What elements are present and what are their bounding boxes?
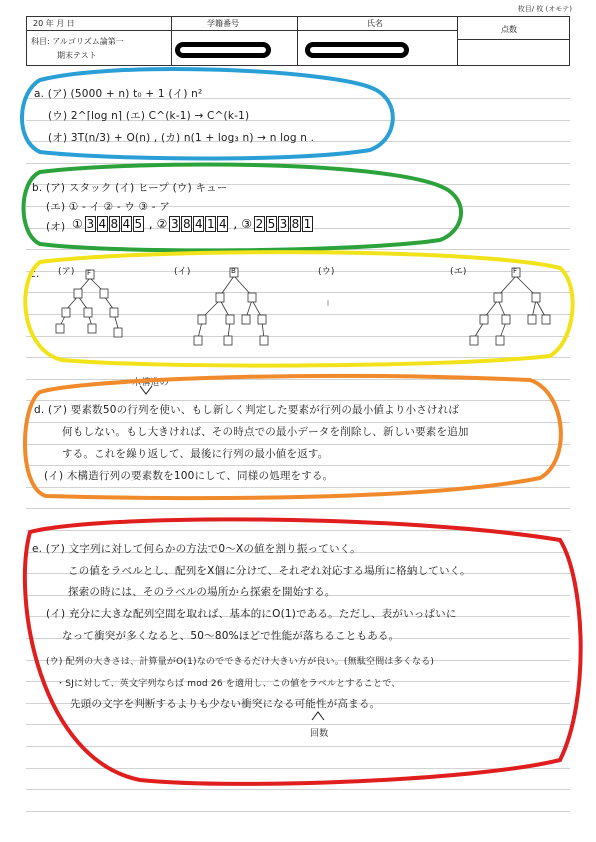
page-count: 枚目/ 枚 (オモテ) bbox=[517, 5, 572, 13]
section-d-line-3: する。これを繰り返して、最後に行列の最小値を返す。 bbox=[62, 448, 329, 460]
tree-b-label: (イ) bbox=[174, 267, 191, 277]
section-d-insert-note: 木構造の bbox=[132, 378, 169, 388]
tree-b bbox=[198, 276, 264, 338]
array-3-cell: 1 bbox=[303, 217, 312, 231]
yellow-highlight-oval bbox=[25, 252, 572, 365]
section-d-line-4: (イ) 木構造行列の要素数を100にして、同様の処理をする。 bbox=[44, 470, 334, 482]
tree-a-root: F bbox=[87, 269, 92, 277]
section-a-line-1: a. (ア) (5000 + n) t₀ + 1 (イ) n² bbox=[34, 88, 203, 100]
array-3-mark: ③ bbox=[241, 217, 252, 231]
array-2-cell: 3 bbox=[171, 217, 179, 231]
tree-a-nodes bbox=[56, 270, 122, 337]
array-3-cell: 2 bbox=[255, 217, 264, 231]
array-1-cell: 3 bbox=[86, 217, 95, 231]
score-label: 点数 bbox=[501, 25, 517, 34]
section-e-line-3: 探索の時には、そのラベルの場所から探索を開始する。 bbox=[68, 586, 336, 598]
section-a-line-3: (オ) 3T(n/3) + O(n) , (カ) n(1 + log₃ n) → n log n . bbox=[48, 132, 315, 144]
tree-b-nodes bbox=[194, 268, 268, 345]
tree-c-label: (ウ) bbox=[318, 267, 335, 277]
blue-highlight-oval bbox=[22, 69, 393, 159]
green-highlight-oval bbox=[24, 165, 462, 251]
section-e-line-2: この値をラベルとし、配列をX個に分けて、それぞれ対応する場所に格納していく。 bbox=[68, 565, 471, 577]
section-e-line-5: なって衝突が多くなると、50〜80%ほどで性能が落ちることもある。 bbox=[62, 630, 400, 642]
tree-d-root: F bbox=[513, 267, 518, 275]
name-label: 氏名 bbox=[367, 19, 383, 28]
section-b-line-2: (エ) ① - イ ② - ウ ③ - ア bbox=[46, 201, 171, 213]
exam-title: 期末テスト bbox=[57, 51, 97, 60]
array-1-cell: 4 bbox=[122, 217, 131, 231]
tree-a-label: (ア) bbox=[58, 267, 75, 277]
array-3-cell: 8 bbox=[291, 217, 300, 231]
insert-caret-e bbox=[312, 712, 324, 720]
orange-highlight-oval bbox=[25, 376, 561, 498]
section-e-line-7: ・SJに対して、英文字列ならば mod 26 を適用し、この値をラベルとすることで、 bbox=[56, 679, 401, 689]
tree-a bbox=[60, 278, 118, 328]
array-1-cell: 5 bbox=[134, 217, 143, 231]
array-1-cell: 4 bbox=[98, 217, 107, 231]
student-id-label: 学籍番号 bbox=[207, 19, 239, 28]
array-3-cell: 5 bbox=[267, 217, 276, 231]
insert-caret-d bbox=[140, 386, 152, 394]
section-e-insert-note: 回数 bbox=[310, 729, 329, 739]
section-a-line-2: (ウ) 2^⌈log n⌉ (エ) C^(k-1) → C^(k-1) bbox=[48, 110, 250, 122]
array-answers: ① 3 4 8 4 5 , ② 3 8 4 1 4 , ③ 2 5 3 8 1 bbox=[72, 217, 312, 231]
tree-b-root: B bbox=[231, 267, 237, 275]
section-d-line-1: d. (ア) 要素数50の行列を使い、もし新しく判定した要素が行列の最小値より小さければ bbox=[34, 404, 460, 416]
section-c-label: c. bbox=[30, 268, 40, 280]
array-2-mark: ② bbox=[156, 217, 168, 231]
section-e-line-6: (ウ) 配列の大きさは、計算量がO(1)なのでできるだけ大きい方が良い。(無駄空間は多くなる) bbox=[46, 657, 435, 667]
tree-d bbox=[474, 276, 546, 338]
tree-d-label: (エ) bbox=[450, 267, 467, 277]
section-b-line-3-label: (オ) bbox=[46, 221, 66, 233]
array-2-cell: 8 bbox=[183, 217, 191, 231]
section-e-line-8: 先頭の文字を判断するよりも少ない衝突になる可能性が高まる。 bbox=[70, 698, 381, 710]
array-3-cell: 3 bbox=[279, 217, 288, 231]
array-2-cell: 4 bbox=[195, 217, 203, 231]
array-1-cell: 8 bbox=[110, 217, 119, 231]
section-d-line-2: 何もしない。もし大きければ、その時点での最小データを削除し、新しい要素を追加 bbox=[62, 426, 469, 438]
tree-d-nodes bbox=[470, 268, 550, 345]
date-field: 20 年 月 日 bbox=[33, 19, 75, 28]
array-1-mark: ① bbox=[72, 217, 83, 231]
course-name: 科目: アルゴリズム論第一 bbox=[31, 37, 124, 46]
section-b-line-1: b. (ア) スタック (イ) ヒープ (ウ) キュー bbox=[32, 182, 228, 194]
red-highlight-oval bbox=[25, 519, 581, 784]
array-2-cell: 4 bbox=[219, 217, 227, 231]
array-2-cell: 1 bbox=[207, 217, 215, 231]
section-e-line-1: e. (ア) 文字列に対して何らかの方法で0〜Xの値を割り振っていく。 bbox=[32, 543, 361, 555]
section-e-line-4: (イ) 充分に大きな配列空間を取れば、基本的にO(1)である。ただし、表がいっぱいに bbox=[46, 608, 457, 620]
